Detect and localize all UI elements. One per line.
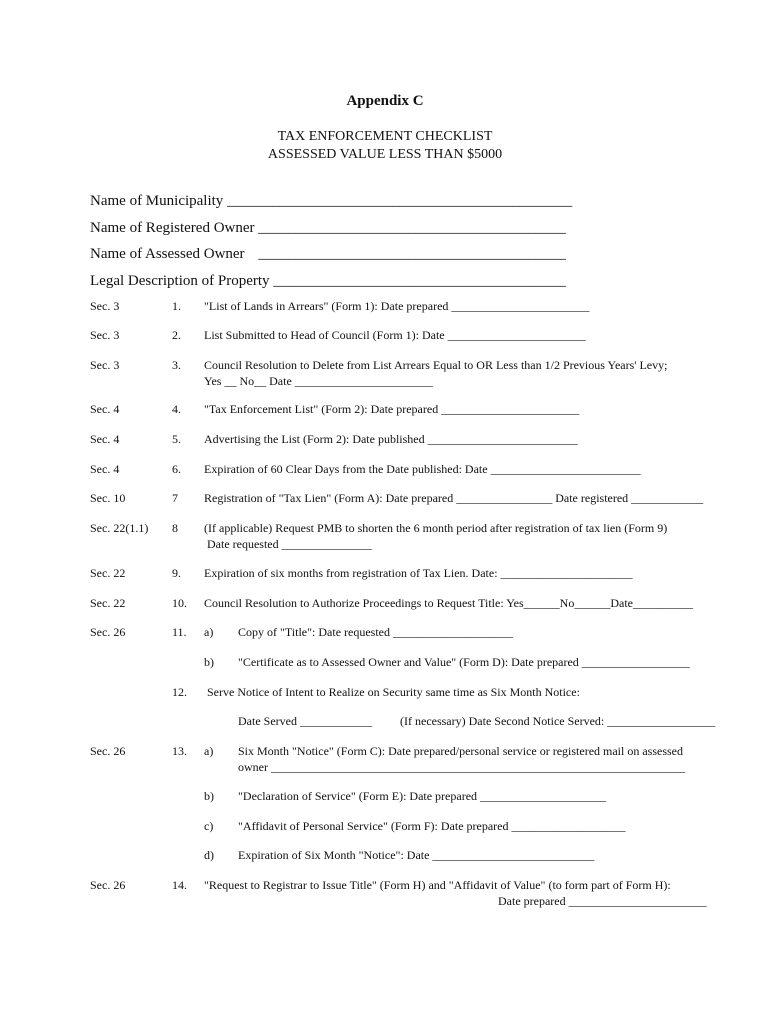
item-number: 4. [172, 402, 181, 416]
sub-item-letter: d) [204, 848, 214, 862]
item-text: Council Resolution to Delete from List Arrears Equal to OR Less than 1/2 Previous Years' Levy; [204, 358, 668, 372]
item-text-line-2: Date requested _______________ [207, 537, 372, 551]
section-ref: Sec. 4 [90, 462, 120, 476]
section-ref: Sec. 26 [90, 878, 126, 892]
item-text: "Declaration of Service" (Form E): Date prepared _____________________ [238, 789, 607, 803]
item-number: 13. [172, 744, 187, 758]
sub-item-letter: b) [204, 655, 214, 669]
item-number: 2. [172, 328, 181, 342]
item-text-line-2: owner _____________________________________________________________________ [238, 760, 685, 774]
item-text: Serve Notice of Intent to Realize on Security same time as Six Month Notice: [207, 685, 580, 699]
item-number: 12. [172, 685, 187, 699]
section-ref: Sec. 3 [90, 299, 120, 313]
item-text: (If applicable) Request PMB to shorten the 6 month period after registration of tax lien (Form 9) [204, 521, 668, 535]
item-number: 5. [172, 432, 181, 446]
section-ref: Sec. 26 [90, 625, 126, 639]
item-text: Council Resolution to Authorize Proceedings to Request Title: Yes______No______Date__________ [204, 596, 693, 610]
legal-description-blank[interactable]: _______________________________________ [273, 273, 566, 289]
item-number: 6. [172, 462, 181, 476]
field-label: Legal Description of Property [90, 273, 270, 289]
field-label: Name of Municipality [90, 193, 224, 209]
item-text: Six Month "Notice" (Form C): Date prepared/personal service or registered mail on assessed [238, 744, 684, 758]
section-ref: Sec. 22(1.1) [90, 521, 149, 535]
item-text: "Tax Enforcement List" (Form 2): Date prepared _______________________ [204, 402, 580, 416]
assessed-owner-blank[interactable]: _________________________________________ [258, 246, 566, 262]
date-served-text: Date Served ____________ [238, 714, 372, 728]
municipality-blank[interactable]: ______________________________________________ [227, 193, 573, 209]
assessed-owner-field [90, 246, 566, 263]
field-label: Name of Assessed Owner [90, 246, 245, 262]
item-number: 7 [172, 491, 178, 505]
section-ref: Sec. 10 [90, 491, 126, 505]
item-text: "List of Lands in Arrears" (Form 1): Date prepared _______________________ [204, 299, 590, 313]
section-ref: Sec. 22 [90, 566, 126, 580]
appendix-heading: Appendix C [346, 93, 424, 109]
section-ref: Sec. 22 [90, 596, 126, 610]
legal-description-field [90, 273, 566, 290]
item-number: 9. [172, 566, 181, 580]
section-ref: Sec. 3 [90, 358, 120, 372]
title-line-1: TAX ENFORCEMENT CHECKLIST [277, 129, 493, 144]
title-line-2: ASSESSED VALUE LESS THAN $5000 [267, 147, 503, 162]
item-text: Expiration of Six Month "Notice": Date ___________________________ [238, 848, 595, 862]
item-text: Advertising the List (Form 2): Date published _________________________ [204, 432, 578, 446]
item-text: "Certificate as to Assessed Owner and Value" (Form D): Date prepared __________________ [238, 655, 690, 669]
municipality-field [90, 193, 572, 210]
item-number: 3. [172, 358, 181, 372]
item-text-line-2: Date prepared _______________________ [498, 894, 707, 908]
item-number: 8 [172, 521, 178, 535]
section-ref: Sec. 26 [90, 744, 126, 758]
item-text: "Request to Registrar to Issue Title" (Form H) and "Affidavit of Value" (to form part of Form H): [204, 878, 671, 892]
item-text-line-2: Yes __ No__ Date _______________________ [204, 374, 433, 388]
sub-item-letter: c) [204, 819, 214, 833]
item-text: List Submitted to Head of Council (Form 1): Date _______________________ [204, 328, 586, 342]
item-number: 14. [172, 878, 187, 892]
item-number: 1. [172, 299, 181, 313]
section-ref: Sec. 4 [90, 402, 120, 416]
second-notice-text: (If necessary) Date Second Notice Served: __________________ [400, 714, 716, 728]
sub-item-letter: b) [204, 789, 214, 803]
item-text: Copy of "Title": Date requested ____________________ [238, 625, 513, 639]
registered-owner-field [90, 220, 566, 237]
item-text: Expiration of six months from registration of Tax Lien. Date: ______________________ [204, 566, 633, 580]
section-ref: Sec. 4 [90, 432, 120, 446]
item-text: "Affidavit of Personal Service" (Form F): Date prepared ___________________ [238, 819, 626, 833]
registered-owner-blank[interactable]: _________________________________________ [258, 220, 566, 236]
item-number: 10. [172, 596, 187, 610]
sub-item-letter: a) [204, 625, 214, 639]
item-text: Registration of "Tax Lien" (Form A): Date prepared ________________ Date registered ____________ [204, 491, 704, 505]
item-number: 11. [172, 625, 187, 639]
item-text: Expiration of 60 Clear Days from the Date published: Date _________________________ [204, 462, 641, 476]
field-label: Name of Registered Owner [90, 220, 255, 236]
section-ref: Sec. 3 [90, 328, 120, 342]
sub-item-letter: a) [204, 744, 214, 758]
